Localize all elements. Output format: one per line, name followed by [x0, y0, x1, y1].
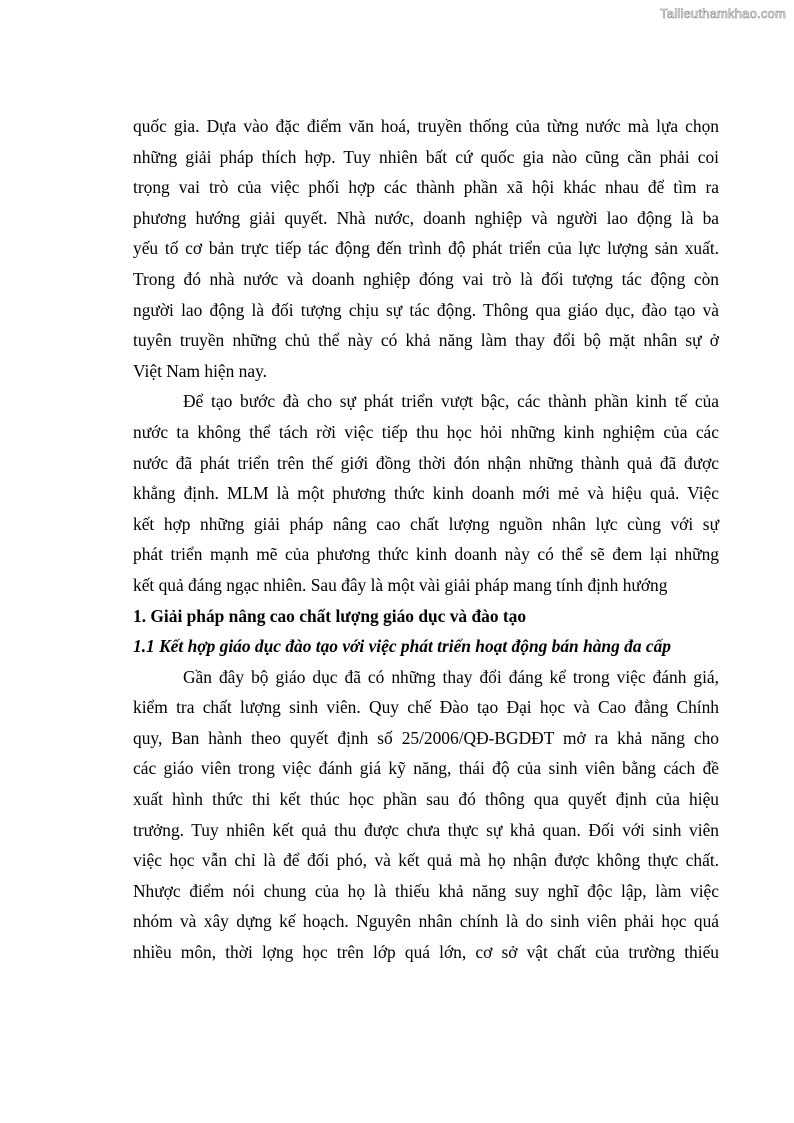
- text-line: phương hướng giải quyết. Nhà nước, doanh nghiệp và người lao động là ba: [133, 207, 719, 228]
- text-line: các giáo viên trong việc đánh giá kỹ năng, thái độ của sinh viên bằng cách đề: [133, 758, 719, 779]
- text-line: Gần đây bộ giáo dục đã có những thay đổi đáng kể trong việc đánh giá,: [183, 666, 719, 687]
- text-line: kiểm tra chất lượng sinh viên. Quy chế Đào tạo Đại học và Cao đẳng Chính: [133, 697, 719, 718]
- text-line: nhiều môn, thời lợng học trên lớp quá lớn, cơ sở vật chất của trường thiếu: [133, 942, 719, 963]
- text-line: trưởng. Tuy nhiên kết quả thu được chưa thực sự khả quan. Đối với sinh viên: [133, 819, 719, 840]
- text-line: nước ta không thể tách rời việc tiếp thu học hỏi những kinh nghiệm của các: [133, 421, 719, 442]
- text-line: nước đã phát triển trên thế giới đồng thời đón nhận những thành quả đã được: [133, 452, 719, 473]
- section-heading: 1. Giải pháp nâng cao chất lượng giáo dục và đào tạo: [133, 605, 527, 626]
- document-body: [133, 111, 719, 968]
- text-line: Nhược điểm nói chung của họ là thiếu khả năng suy nghĩ độc lập, làm việc: [133, 880, 719, 901]
- text-line: quy, Ban hành theo quyết định số 25/2006/QĐ-BGDĐT mở ra khả năng cho: [133, 727, 719, 748]
- text-line: những giải pháp thích hợp. Tuy nhiên bất cứ quốc gia nào cũng cần phải coi: [133, 146, 719, 167]
- text-line: yếu tố cơ bản trực tiếp tác động đến trình độ phát triển của lực lượng sản xuất.: [133, 238, 719, 259]
- text-line: nhóm và xây dựng kế hoạch. Nguyên nhân chính là do sinh viên phải học quá: [133, 911, 719, 932]
- text-line: Việt Nam hiện nay.: [133, 360, 268, 381]
- text-line: kết hợp những giải pháp nâng cao chất lượng nguồn nhân lực cùng với sự: [133, 513, 719, 534]
- text-line: Trong đó nhà nước và doanh nghiệp đóng vai trò là đối tượng tác động còn: [133, 268, 719, 289]
- text-line: trọng vai trò của việc phối hợp các thành phần xã hội khác nhau để tìm ra: [133, 177, 719, 198]
- text-line: việc học vẫn chỉ là để đối phó, và kết quả mà họ nhận được không thực chất.: [133, 850, 719, 871]
- text-line: Để tạo bước đà cho sự phát triển vượt bậc, các thành phần kinh tế của: [183, 391, 719, 412]
- text-line: phát triển mạnh mẽ của phương thức kinh doanh này có thể sẽ đem lại những: [133, 544, 719, 565]
- subsection-heading: 1.1 Kết hợp giáo dục đào tạo với việc phát triển hoạt động bán hàng đa cấp: [133, 636, 671, 657]
- text-line: tuyên truyền những chủ thể này có khả năng làm thay đổi bộ mặt nhân sự ở: [133, 330, 719, 351]
- text-line: khẳng định. MLM là một phương thức kinh doanh mới mẻ và hiệu quả. Việc: [133, 483, 719, 504]
- text-line: quốc gia. Dựa vào đặc điểm văn hoá, truyền thống của từng nước mà lựa chọn: [133, 116, 719, 136]
- text-line: kết quả đáng ngạc nhiên. Sau đây là một vài giải pháp mang tính định hướng: [133, 574, 668, 595]
- text-line: người lao động là đối tượng chịu sự tác động. Thông qua giáo dục, đào tạo và: [133, 299, 719, 320]
- watermark-text: Tailieuthamkhao.com: [660, 6, 786, 21]
- text-line: xuất hình thức thi kết thúc học phần sau đó thông qua quyết định của hiệu: [133, 789, 719, 810]
